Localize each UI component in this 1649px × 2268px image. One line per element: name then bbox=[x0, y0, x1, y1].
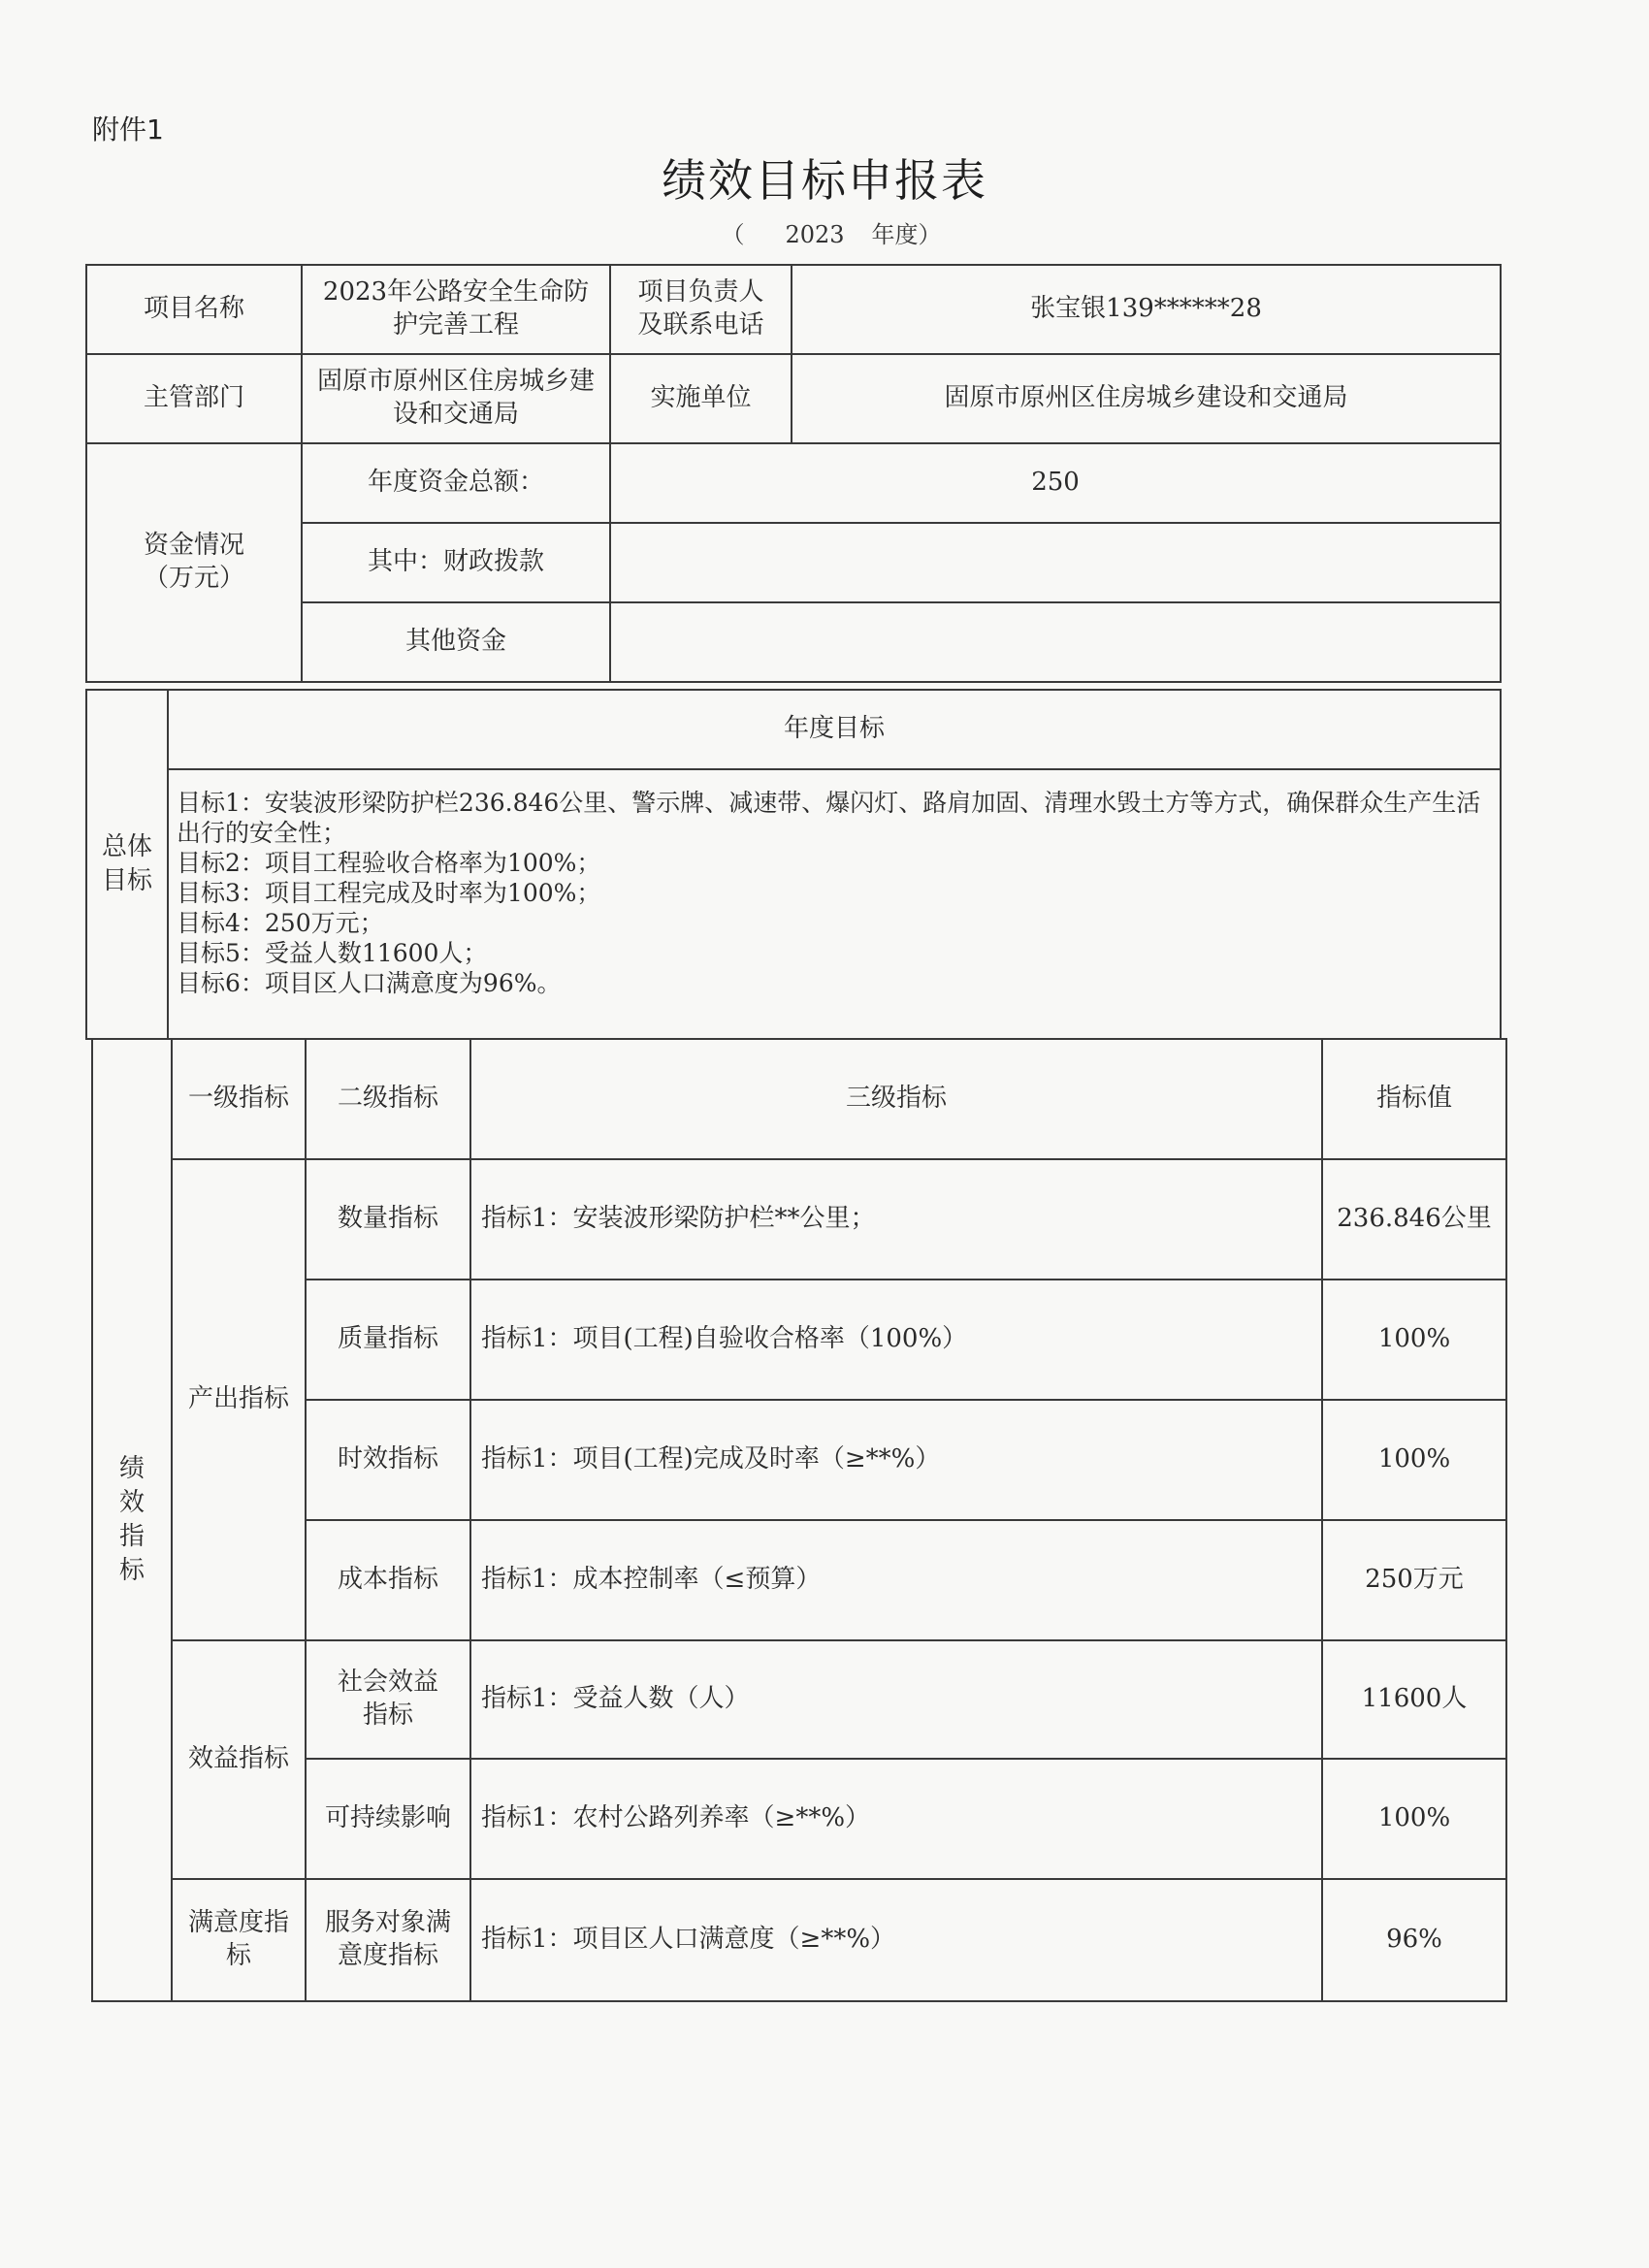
leader-label-line1: 项目负责人 bbox=[637, 277, 764, 308]
goal-item: 目标2：项目工程验收合格率为100%； bbox=[177, 849, 601, 877]
dept-value: 固原市原州区住房城乡建设和交通局 bbox=[302, 354, 610, 443]
attachment-label: 附件1 bbox=[92, 113, 164, 146]
satisfaction-label-line1: 满意度指 bbox=[187, 1908, 289, 1938]
output-level3: 指标1：项目(工程)自验收合格率（100%） bbox=[470, 1280, 1322, 1400]
benefit-level2-line1: 社会效益 bbox=[337, 1668, 438, 1698]
benefit-level2: 可持续影响 bbox=[306, 1759, 470, 1879]
year-line bbox=[0, 215, 1649, 249]
benefit-level2 bbox=[306, 1640, 470, 1759]
output-level2: 质量指标 bbox=[306, 1280, 470, 1400]
funds-label bbox=[86, 443, 302, 682]
goal-item: 目标5：受益人数11600人； bbox=[177, 939, 488, 967]
indicator-label-char: 标 bbox=[118, 1556, 145, 1586]
overall-goal-label bbox=[86, 690, 168, 1039]
indicator-label-char: 指 bbox=[118, 1522, 145, 1551]
funds-other-label: 其他资金 bbox=[302, 602, 610, 682]
output-level3: 指标1：项目(工程)完成及时率（≥**%） bbox=[470, 1400, 1322, 1520]
overall-label-line1: 总体 bbox=[101, 831, 152, 861]
satisfaction-level2-line1: 服务对象满 bbox=[324, 1908, 451, 1938]
funds-label-line2: （万元） bbox=[143, 564, 244, 593]
funds-other-value bbox=[610, 602, 1501, 682]
output-label: 产出指标 bbox=[172, 1159, 306, 1640]
goal-item: 目标3：项目工程完成及时率为100%； bbox=[177, 879, 601, 907]
satisfaction-level2-line2: 意度指标 bbox=[337, 1941, 438, 1970]
project-name-label: 项目名称 bbox=[86, 265, 302, 354]
indicator-label-char: 绩 bbox=[118, 1453, 145, 1483]
year-unit: 年度） bbox=[871, 221, 942, 248]
output-level3: 指标1：成本控制率（≤预算） bbox=[470, 1520, 1322, 1640]
project-name-value: 2023年公路安全生命防护完善工程 bbox=[302, 265, 610, 354]
output-value: 250万元 bbox=[1322, 1520, 1506, 1640]
leader-label-line2: 及联系电话 bbox=[637, 310, 764, 340]
funds-label-line1: 资金情况 bbox=[143, 531, 244, 561]
funds-total-value: 250 bbox=[610, 443, 1501, 523]
satisfaction-level3: 指标1：项目区人口满意度（≥**%） bbox=[470, 1879, 1322, 2001]
header-value: 指标值 bbox=[1322, 1039, 1506, 1159]
benefit-level2-line2: 指标 bbox=[362, 1701, 413, 1730]
year-value: 2023 bbox=[785, 221, 845, 248]
header-level3: 三级指标 bbox=[470, 1039, 1322, 1159]
indicator-table bbox=[91, 1038, 1507, 2002]
satisfaction-level2 bbox=[306, 1879, 470, 2001]
output-level2: 成本指标 bbox=[306, 1520, 470, 1640]
output-value: 236.846公里 bbox=[1322, 1159, 1506, 1280]
dept-label: 主管部门 bbox=[86, 354, 302, 443]
output-level2: 数量指标 bbox=[306, 1159, 470, 1280]
impl-value: 固原市原州区住房城乡建设和交通局 bbox=[792, 354, 1501, 443]
overall-goal-table bbox=[85, 689, 1502, 1040]
page-title: 绩效目标申报表 bbox=[662, 154, 987, 207]
annual-goal-title: 年度目标 bbox=[168, 690, 1501, 769]
funds-fiscal-value bbox=[610, 523, 1501, 602]
header-level1: 一级指标 bbox=[172, 1039, 306, 1159]
benefit-level3: 指标1：农村公路列养率（≥**%） bbox=[470, 1759, 1322, 1879]
output-level2: 时效指标 bbox=[306, 1400, 470, 1520]
benefit-value: 11600人 bbox=[1322, 1640, 1506, 1759]
satisfaction-label bbox=[172, 1879, 306, 2001]
satisfaction-label-line2: 标 bbox=[225, 1941, 251, 1970]
satisfaction-value: 96% bbox=[1322, 1879, 1506, 2001]
benefit-level3: 指标1：受益人数（人） bbox=[470, 1640, 1322, 1759]
funds-fiscal-label: 其中：财政拨款 bbox=[302, 523, 610, 602]
annual-goal-list bbox=[168, 769, 1501, 1039]
indicator-label-char: 效 bbox=[118, 1487, 145, 1517]
output-value: 100% bbox=[1322, 1400, 1506, 1520]
basic-info-table bbox=[85, 264, 1502, 683]
goal-item: 目标1：安装波形梁防护栏236.846公里、警示牌、减速带、爆闪灯、路肩加固、清理水毁土方等方式，确保群众生产生活出行的安全性； bbox=[177, 789, 1481, 847]
leader-label bbox=[610, 265, 792, 354]
benefit-value: 100% bbox=[1322, 1759, 1506, 1879]
goal-item: 目标4：250万元； bbox=[177, 909, 384, 937]
indicator-label bbox=[92, 1039, 172, 2001]
goal-item: 目标6：项目区人口满意度为96%。 bbox=[177, 969, 562, 997]
output-value: 100% bbox=[1322, 1280, 1506, 1400]
header-level2: 二级指标 bbox=[306, 1039, 470, 1159]
impl-label: 实施单位 bbox=[610, 354, 792, 443]
year-open-paren: （ bbox=[721, 221, 745, 248]
leader-value: 张宝银139******28 bbox=[792, 265, 1501, 354]
funds-total-label: 年度资金总额： bbox=[302, 443, 610, 523]
overall-label-line2: 目标 bbox=[101, 866, 152, 895]
output-level3: 指标1：安装波形梁防护栏**公里； bbox=[470, 1159, 1322, 1280]
benefit-label: 效益指标 bbox=[172, 1640, 306, 1879]
